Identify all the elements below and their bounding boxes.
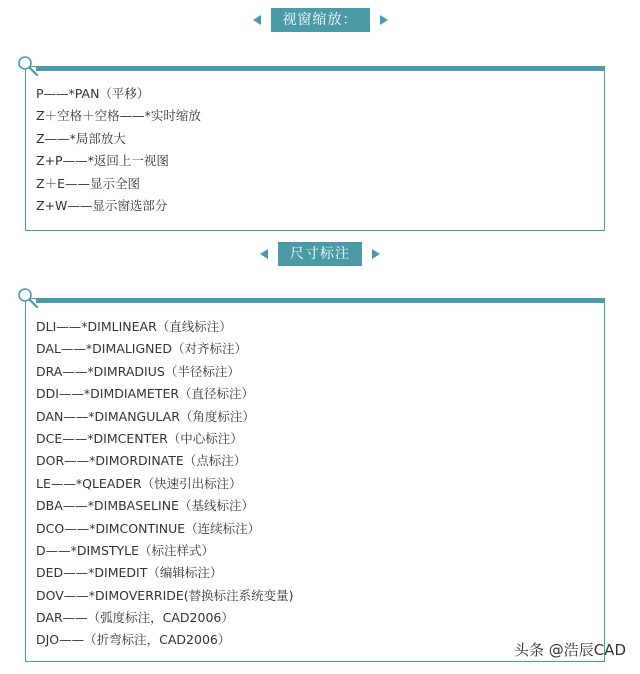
- section-title-zoom: [0, 8, 640, 32]
- command-line: DAN——*DIMANGULAR（角度标注）: [36, 408, 255, 424]
- command-line: D——*DIMSTYLE（标注样式）: [36, 542, 215, 558]
- command-line: Z＋E——显示全图: [36, 175, 140, 191]
- watermark: 头条 @浩辰CAD: [513, 641, 626, 659]
- command-line: DCE——*DIMCENTER（中心标注）: [36, 430, 243, 446]
- dimension-commands-panel: [25, 298, 605, 662]
- command-line: Z+W——显示窗选部分: [36, 197, 168, 213]
- command-line: Z——*局部放大: [36, 130, 126, 146]
- command-line: DAL——*DIMALIGNED（对齐标注）: [36, 341, 248, 357]
- command-line: DCO——*DIMCONTINUE（连续标注）: [36, 520, 261, 536]
- command-line: DED——*DIMEDIT（编辑标注）: [36, 565, 223, 581]
- command-line: DLI——*DIMLINEAR（直线标注）: [36, 319, 232, 334]
- command-line: Z＋空格＋空格——*实时缩放: [36, 108, 201, 124]
- command-line: DAR——（弧度标注，CAD2006）: [36, 610, 234, 626]
- panel-top-bar: [36, 66, 605, 71]
- magnifier-icon: [16, 54, 40, 78]
- zoom-commands-panel: [25, 66, 605, 231]
- section-title-label: 尺寸标注: [278, 242, 362, 266]
- command-list: [36, 316, 594, 652]
- command-line: Z+P——*返回上一视图: [36, 153, 169, 169]
- command-line: DOR——*DIMORDINATE（点标注）: [36, 453, 247, 469]
- section-title-label: 视窗缩放：: [271, 8, 370, 32]
- command-line: DRA——*DIMRADIUS（半径标注）: [36, 363, 240, 379]
- command-line: LE——*QLEADER（快速引出标注）: [36, 475, 242, 491]
- panel-top-bar: [36, 298, 605, 303]
- magnifier-icon: [16, 286, 40, 310]
- command-line: DOV——*DIMOVERRIDE(替换标注系统变量): [36, 587, 294, 603]
- command-list: [36, 83, 594, 217]
- arrow-left-icon: [260, 249, 268, 259]
- command-line: DJO——（折弯标注，CAD2006）: [36, 632, 231, 648]
- section-title-dimension: [0, 242, 640, 266]
- arrow-right-icon: [372, 249, 380, 259]
- arrow-left-icon: [253, 15, 261, 25]
- command-line: P——*PAN（平移）: [36, 86, 150, 101]
- arrow-right-icon: [380, 15, 388, 25]
- command-line: DDI——*DIMDIAMETER（直径标注）: [36, 386, 255, 402]
- command-line: DBA——*DIMBASELINE（基线标注）: [36, 498, 254, 514]
